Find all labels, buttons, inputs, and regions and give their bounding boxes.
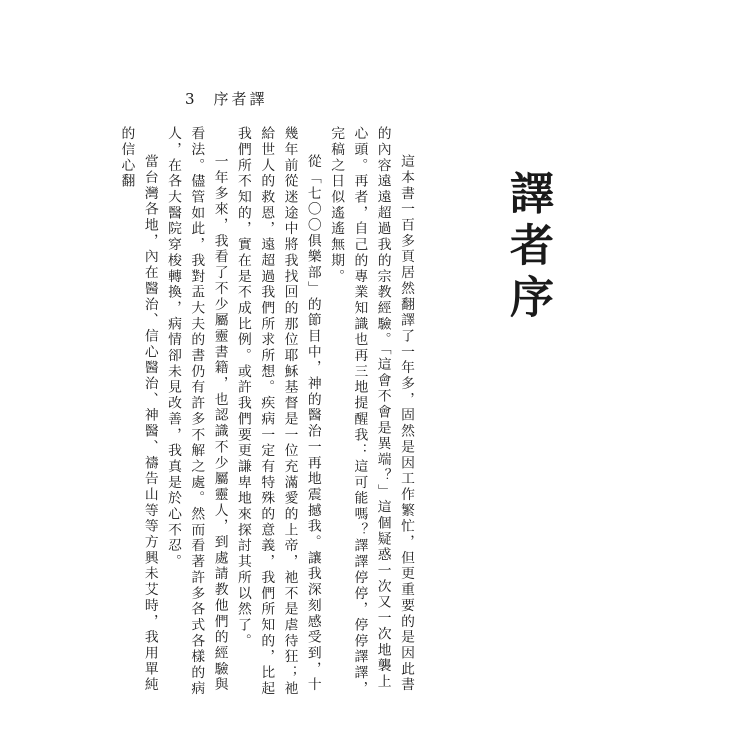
paragraph-2: 從「七〇〇俱樂部」的節目中，神的醫治一再地震撼我。讓我深刻感受到，十幾年前從迷途中將我找回的那位耶穌基督是一位充滿愛的上帝，祂不是虐待狂；祂給世人的救恩，遠超過我們所求所想。疾病一定有特殊的意義，我們所知的，比起我們所不知的，實在是不成比例。或許我們要更謙卑地來探討其所以然了。 [234, 126, 321, 697]
paragraph-4: 當台灣各地，內在醫治、信心醫治、神醫、禱告山等等方興未艾時，我用單純的信心翻 [118, 126, 158, 693]
paragraph-3: 一年多來，我看了不少屬靈書籍，也認識不少屬靈人，到處請教他們的經驗與看法。儘管如此，我對盂大夫的書仍有許多不解之處。然而看著許多各式各樣的病人，在各大醫院穿梭轉換，病情卻未見改善，我真是於心不忍。 [165, 126, 228, 697]
page-number: 3 [185, 90, 198, 108]
paragraph-1: 這本書一百多頁居然翻譯了一年多，固然是因工作繁忙，但更重要的是因此書的內容遠遠超過我的宗教經驗。「這會不會是異端？」這個疑惑一次又一次地襲上心頭。再者，自己的專業知識也再三地提醒我：這可能嗎？譯譯停停，停停譯譯，完稿之日似遙遙無期。 [328, 126, 414, 697]
body-text [114, 126, 417, 698]
running-head [185, 88, 268, 109]
chapter-title: 譯者序 [502, 170, 553, 326]
running-head-section: 序者譯 [213, 90, 268, 108]
